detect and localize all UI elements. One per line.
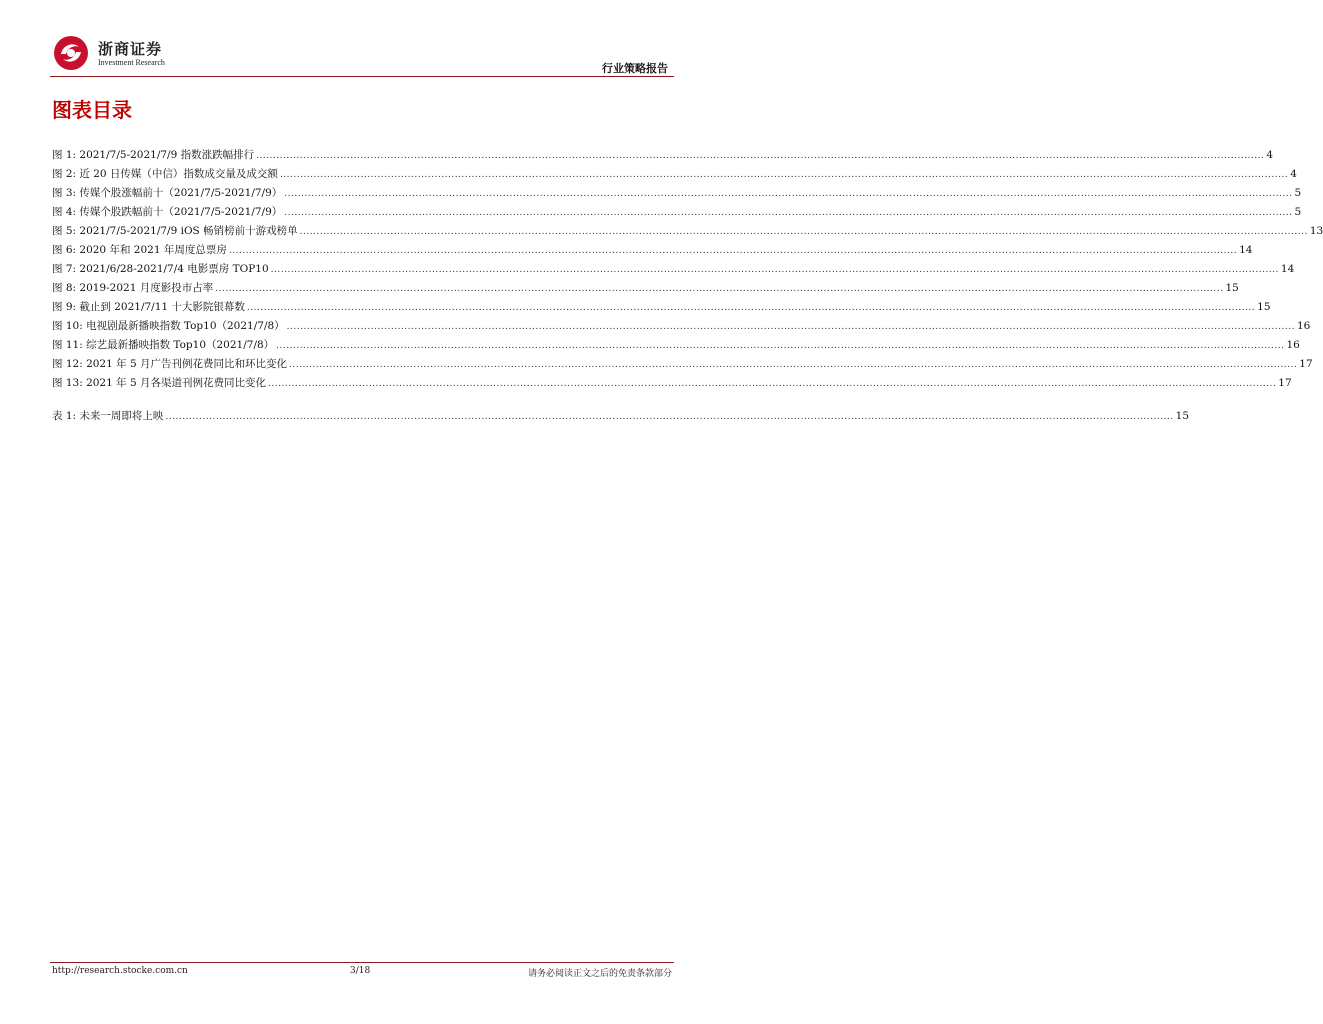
figure-entry-page: 14 <box>1280 263 1295 275</box>
page-header <box>50 28 674 80</box>
figure-entry[interactable] <box>52 336 1300 355</box>
leader-dots: ............................................................................................................................................................................................................................................................................................................ <box>215 284 1224 294</box>
figure-entry-page: 14 <box>1239 244 1253 256</box>
brand-logo <box>50 28 210 72</box>
leader-dots: ............................................................................................................................................................................................................................................................................................................ <box>256 151 1265 161</box>
figure-entry-page: 4 <box>1266 149 1274 161</box>
figure-entry-page: 5 <box>1294 206 1302 218</box>
leader-dots: ............................................................................................................................................................................................................................................................................................................ <box>276 341 1285 351</box>
page-number: 3/18 <box>350 966 371 976</box>
figure-entry[interactable] <box>52 184 1302 203</box>
brand-subtitle: Investment Research <box>98 58 165 67</box>
brand-name: 浙商证券 <box>98 40 163 58</box>
leader-dots: ............................................................................................................................................................................................................................................................................................................ <box>270 265 1279 275</box>
figure-entry-label: 图 1: 2021/7/5-2021/7/9 指数涨跌幅排行 <box>52 149 255 161</box>
figure-entry-label: 图 8: 2019-2021 月度影投市占率 <box>52 282 214 294</box>
figure-entry[interactable] <box>52 260 1295 279</box>
figure-entry-page: 13 <box>1309 225 1323 237</box>
figure-entry[interactable] <box>52 374 1292 393</box>
figure-entry-label: 图 6: 2020 年和 2021 年周度总票房 <box>52 244 227 256</box>
figure-entry-label: 图 7: 2021/6/28-2021/7/4 电影票房 TOP10 <box>52 263 269 275</box>
figure-entry-page: 17 <box>1278 377 1292 389</box>
figure-entry[interactable] <box>52 279 1239 298</box>
leader-dots: ............................................................................................................................................................................................................................................................................................................ <box>165 412 1174 422</box>
disclaimer-note: 请务必阅读正文之后的免责条款部分 <box>527 969 672 979</box>
leader-dots: ............................................................................................................................................................................................................................................................................................................ <box>228 246 1238 256</box>
footer-divider <box>50 962 674 963</box>
figure-entry-page: 4 <box>1290 168 1297 180</box>
table-entry-page: 15 <box>1175 410 1190 422</box>
figure-entry[interactable] <box>52 317 1311 336</box>
figure-entry[interactable] <box>52 355 1313 374</box>
table-entry-label: 表 1: 未来一周即将上映 <box>52 410 164 422</box>
list-spacer <box>52 393 672 407</box>
figure-entry-label: 图 13: 2021 年 5 月各渠道刊例花费同比变化 <box>52 377 266 389</box>
brand-logo-icon <box>52 34 90 72</box>
leader-dots: ............................................................................................................................................................................................................................................................................................................ <box>289 360 1298 370</box>
page-footer <box>50 966 674 982</box>
figure-entry-label: 图 11: 综艺最新播映指数 Top10（2021/7/8） <box>52 339 275 351</box>
figure-table-of-contents <box>52 146 1323 426</box>
leader-dots: ............................................................................................................................................................................................................................................................................................................ <box>268 379 1277 389</box>
table-entry[interactable] <box>52 407 1190 426</box>
figure-entry-label: 图 2: 近 20 日传媒（中信）指数成交量及成交额 <box>52 168 278 180</box>
figure-entry-label: 图 3: 传媒个股涨幅前十（2021/7/5-2021/7/9） <box>52 187 283 199</box>
figure-entry-page: 16 <box>1286 339 1300 351</box>
leader-dots: ............................................................................................................................................................................................................................................................................................................ <box>284 208 1293 218</box>
footer-url-link[interactable]: http://research.stocke.com.cn <box>52 966 188 976</box>
figure-list <box>52 146 1323 393</box>
figure-entry-page: 15 <box>1257 301 1271 313</box>
leader-dots: ............................................................................................................................................................................................................................................................................................................ <box>299 227 1308 237</box>
figure-entry[interactable] <box>52 298 1271 317</box>
leader-dots: ............................................................................................................................................................................................................................................................................................................ <box>246 303 1256 313</box>
table-list <box>52 407 1190 426</box>
figure-entry[interactable] <box>52 222 1323 241</box>
figure-entry-page: 17 <box>1299 358 1313 370</box>
header-divider <box>50 76 674 77</box>
figure-entry-page: 5 <box>1294 187 1302 199</box>
figure-entry-label: 图 10: 电视剧最新播映指数 Top10（2021/7/8） <box>52 320 285 332</box>
figure-entry-page: 15 <box>1225 282 1239 294</box>
leader-dots: ............................................................................................................................................................................................................................................................................................................ <box>284 189 1293 199</box>
figure-entry-label: 图 5: 2021/7/5-2021/7/9 iOS 畅销榜前十游戏榜单 <box>52 225 298 237</box>
figure-entry-label: 图 12: 2021 年 5 月广告刊例花费同比和环比变化 <box>52 358 287 370</box>
figure-entry-label: 图 4: 传媒个股跌幅前十（2021/7/5-2021/7/9） <box>52 206 283 218</box>
page-title: 图表目录 <box>52 98 132 122</box>
figure-entry[interactable] <box>52 241 1253 260</box>
figure-entry-label: 图 9: 截止到 2021/7/11 十大影院银幕数 <box>52 301 245 313</box>
leader-dots: ............................................................................................................................................................................................................................................................................................................ <box>286 322 1295 332</box>
figure-entry-page: 16 <box>1296 320 1311 332</box>
figure-entry[interactable] <box>52 165 1297 184</box>
figure-entry[interactable] <box>52 203 1302 222</box>
leader-dots: ............................................................................................................................................................................................................................................................................................................ <box>279 170 1289 180</box>
figure-entry[interactable] <box>52 146 1274 165</box>
report-type: 行业策略报告 <box>602 62 668 75</box>
